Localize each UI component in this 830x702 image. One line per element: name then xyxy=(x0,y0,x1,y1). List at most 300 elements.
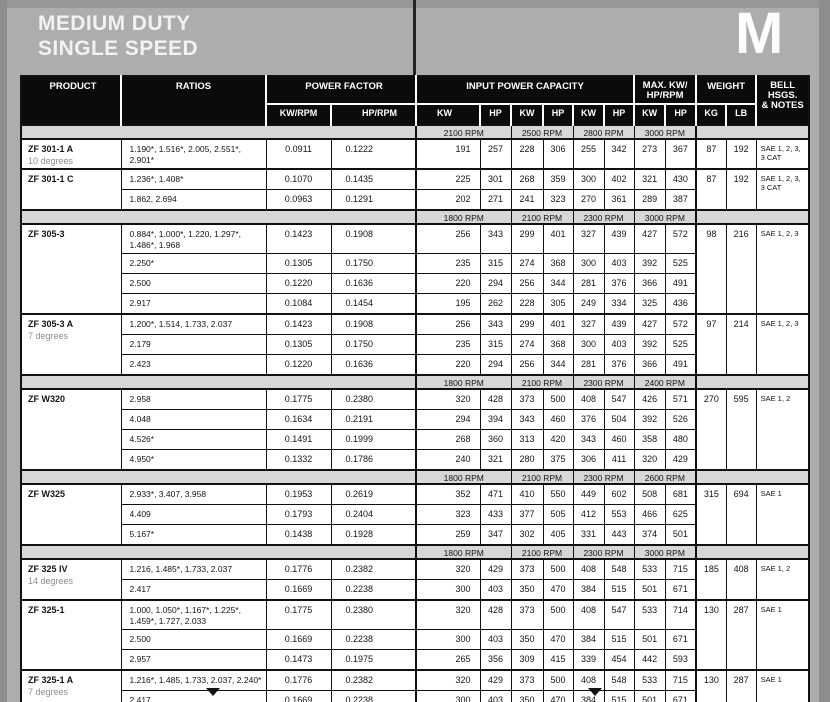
spec-row xyxy=(21,410,809,430)
power-value-cell: 323 xyxy=(543,190,573,211)
power-value-cell: 300 xyxy=(573,254,604,274)
power-value-cell: 480 xyxy=(665,430,696,450)
power-value-cell: 352 xyxy=(416,484,480,505)
power-value-cell: 500 xyxy=(543,600,573,630)
power-value-cell: 347 xyxy=(480,525,511,546)
power-value-cell: 359 xyxy=(543,169,573,190)
bell-header-line1: BELL HSGS. xyxy=(767,80,798,101)
rpm-band-spacer-left xyxy=(21,545,416,559)
kw-rpm-cell: 0.1669 xyxy=(266,580,331,601)
hp-rpm-cell: 0.1222 xyxy=(331,139,416,169)
kw-rpm-cell: 0.0911 xyxy=(266,139,331,169)
power-value-cell: 501 xyxy=(665,525,696,546)
power-value-cell: 344 xyxy=(543,355,573,376)
power-value-cell: 259 xyxy=(416,525,480,546)
spec-row xyxy=(21,254,809,274)
power-value-cell: 460 xyxy=(604,430,634,450)
page-title-line1: MEDIUM DUTY xyxy=(38,12,191,35)
hp-rpm-cell: 0.2238 xyxy=(331,630,416,650)
col-header-weight: WEIGHT xyxy=(696,76,756,104)
weight-kg-cell: 315 xyxy=(696,484,726,545)
power-value-cell: 411 xyxy=(604,450,634,471)
power-value-cell: 320 xyxy=(416,600,480,630)
power-value-cell: 403 xyxy=(480,630,511,650)
spec-row xyxy=(21,389,809,410)
power-value-cell: 320 xyxy=(416,559,480,580)
weight-kg-cell: 87 xyxy=(696,139,726,169)
power-value-cell: 374 xyxy=(634,525,665,546)
power-value-cell: 408 xyxy=(573,670,604,691)
ratios-cell: 2.933*, 3.407, 3.958 xyxy=(121,484,266,505)
ratios-cell: 2.417 xyxy=(121,691,266,702)
product-cell xyxy=(21,169,121,210)
rpm-band-label: 2800 RPM xyxy=(573,125,634,139)
power-value-cell: 327 xyxy=(573,314,604,335)
power-value-cell: 235 xyxy=(416,254,480,274)
power-value-cell: 491 xyxy=(665,274,696,294)
bell-notes-cell: SAE 1, 2, 3 xyxy=(756,314,809,375)
rpm-band-label: 2400 RPM xyxy=(634,375,696,389)
continuation-arrow-right xyxy=(588,688,602,696)
power-value-cell: 429 xyxy=(665,450,696,471)
power-value-cell: 408 xyxy=(573,389,604,410)
power-value-cell: 470 xyxy=(543,630,573,650)
power-value-cell: 257 xyxy=(480,139,511,169)
kw-rpm-cell: 0.1305 xyxy=(266,254,331,274)
kw-rpm-cell: 0.1423 xyxy=(266,224,331,254)
power-value-cell: 228 xyxy=(511,139,543,169)
power-value-cell: 430 xyxy=(665,169,696,190)
power-value-cell: 350 xyxy=(511,580,543,601)
power-value-cell: 300 xyxy=(573,169,604,190)
rpm-band-label: 2100 RPM xyxy=(511,470,573,484)
power-value-cell: 681 xyxy=(665,484,696,505)
power-value-cell: 508 xyxy=(634,484,665,505)
rpm-band-row xyxy=(21,375,809,389)
power-value-cell: 715 xyxy=(665,670,696,691)
subcol-header-kw-4: KW xyxy=(634,104,665,125)
ratios-cell: 1.000, 1.050*, 1.167*, 1.225*, 1.459*, 1.727, 2.033 xyxy=(121,600,266,630)
power-value-cell: 415 xyxy=(543,650,573,671)
continuation-arrow-left xyxy=(206,688,220,696)
ratios-cell: 1.200*, 1.514, 1.733, 2.037 xyxy=(121,314,266,335)
hp-rpm-cell: 0.1908 xyxy=(331,314,416,335)
power-value-cell: 320 xyxy=(416,389,480,410)
ratios-cell: 4.526* xyxy=(121,430,266,450)
power-value-cell: 305 xyxy=(543,294,573,315)
power-value-cell: 343 xyxy=(480,224,511,254)
hp-rpm-cell: 0.2380 xyxy=(331,600,416,630)
power-value-cell: 387 xyxy=(665,190,696,211)
kw-rpm-cell: 0.1423 xyxy=(266,314,331,335)
power-value-cell: 571 xyxy=(665,389,696,410)
spec-row xyxy=(21,274,809,294)
hp-rpm-cell: 0.1454 xyxy=(331,294,416,315)
hp-rpm-cell: 0.1750 xyxy=(331,335,416,355)
product-cell xyxy=(21,314,121,375)
hp-rpm-cell: 0.2382 xyxy=(331,559,416,580)
kw-rpm-cell: 0.1669 xyxy=(266,630,331,650)
ratios-cell: 4.409 xyxy=(121,505,266,525)
bell-notes-cell: SAE 1, 2, 3, 3 CAT xyxy=(756,169,809,210)
power-value-cell: 331 xyxy=(573,525,604,546)
power-value-cell: 427 xyxy=(634,314,665,335)
power-value-cell: 301 xyxy=(480,169,511,190)
kw-rpm-cell: 0.1491 xyxy=(266,430,331,450)
power-value-cell: 412 xyxy=(573,505,604,525)
power-value-cell: 384 xyxy=(573,580,604,601)
kw-rpm-cell: 0.1634 xyxy=(266,410,331,430)
rpm-band-label: 2300 RPM xyxy=(573,210,634,224)
weight-kg-cell: 185 xyxy=(696,559,726,600)
power-value-cell: 344 xyxy=(543,274,573,294)
weight-kg-cell: 87 xyxy=(696,169,726,210)
kw-rpm-cell: 0.1775 xyxy=(266,389,331,410)
page-title xyxy=(38,11,198,61)
power-value-cell: 501 xyxy=(634,580,665,601)
power-value-cell: 671 xyxy=(665,630,696,650)
rpm-band-row xyxy=(21,125,809,139)
power-value-cell: 525 xyxy=(665,335,696,355)
power-value-cell: 327 xyxy=(573,224,604,254)
hp-rpm-cell: 0.1291 xyxy=(331,190,416,211)
col-header-power-factor: POWER FACTOR xyxy=(266,76,416,104)
weight-lb-cell: 694 xyxy=(726,484,756,545)
power-value-cell: 533 xyxy=(634,670,665,691)
power-value-cell: 249 xyxy=(573,294,604,315)
subcol-header-kg: KG xyxy=(696,104,726,125)
subcol-header-kw-2: KW xyxy=(511,104,543,125)
rpm-band-spacer-left xyxy=(21,470,416,484)
max-header-line2: HP/RPM xyxy=(646,90,684,101)
product-cell xyxy=(21,600,121,670)
power-value-cell: 299 xyxy=(511,314,543,335)
power-value-cell: 235 xyxy=(416,335,480,355)
ratios-cell: 2.423 xyxy=(121,355,266,376)
ratios-cell: 1.236*, 1.408* xyxy=(121,169,266,190)
rpm-band-label: 2100 RPM xyxy=(511,545,573,559)
power-value-cell: 439 xyxy=(604,314,634,335)
power-value-cell: 361 xyxy=(604,190,634,211)
weight-lb-cell: 216 xyxy=(726,224,756,314)
subcol-header-kw-3: KW xyxy=(573,104,604,125)
power-value-cell: 500 xyxy=(543,559,573,580)
bell-notes-cell: SAE 1, 2, 3 xyxy=(756,224,809,314)
spec-row xyxy=(21,294,809,315)
rpm-band-spacer-left xyxy=(21,375,416,389)
power-value-cell: 429 xyxy=(480,670,511,691)
power-value-cell: 294 xyxy=(480,355,511,376)
power-value-cell: 454 xyxy=(604,650,634,671)
power-value-cell: 443 xyxy=(604,525,634,546)
weight-kg-cell: 130 xyxy=(696,670,726,702)
col-header-bell-hsgs-notes xyxy=(756,76,809,125)
ratios-cell: 2.957 xyxy=(121,650,266,671)
power-value-cell: 470 xyxy=(543,580,573,601)
weight-lb-cell: 214 xyxy=(726,314,756,375)
bell-notes-cell: SAE 1 xyxy=(756,600,809,670)
subcol-header-hp-4: HP xyxy=(665,104,696,125)
bell-notes-cell: SAE 1, 2, 3, 3 CAT xyxy=(756,139,809,169)
subcol-header-hp-1: HP xyxy=(480,104,511,125)
spec-table xyxy=(20,75,810,702)
power-value-cell: 202 xyxy=(416,190,480,211)
kw-rpm-cell: 0.1220 xyxy=(266,355,331,376)
power-value-cell: 368 xyxy=(543,335,573,355)
spec-row xyxy=(21,691,809,702)
power-value-cell: 323 xyxy=(416,505,480,525)
power-value-cell: 392 xyxy=(634,335,665,355)
product-name: ZF W325 xyxy=(28,489,66,499)
power-value-cell: 270 xyxy=(573,190,604,211)
spec-row xyxy=(21,484,809,505)
power-value-cell: 504 xyxy=(604,410,634,430)
kw-rpm-cell: 0.1220 xyxy=(266,274,331,294)
rpm-band-row xyxy=(21,470,809,484)
subcol-header-hp-rpm: HP/RPM xyxy=(331,104,416,125)
power-value-cell: 220 xyxy=(416,274,480,294)
subcol-header-hp-2: HP xyxy=(543,104,573,125)
kw-rpm-cell: 0.1438 xyxy=(266,525,331,546)
kw-rpm-cell: 0.1070 xyxy=(266,169,331,190)
product-name: ZF 305-3 A xyxy=(28,319,74,329)
max-header-line1: MAX. KW/ xyxy=(642,80,688,91)
power-value-cell: 342 xyxy=(604,139,634,169)
ratios-cell: 2.958 xyxy=(121,389,266,410)
power-value-cell: 671 xyxy=(665,691,696,702)
power-value-cell: 368 xyxy=(543,254,573,274)
product-cell xyxy=(21,484,121,545)
bell-header-line2: & NOTES xyxy=(761,100,804,111)
weight-kg-cell: 270 xyxy=(696,389,726,470)
rpm-band-spacer-left xyxy=(21,125,416,139)
spec-row xyxy=(21,355,809,376)
power-value-cell: 449 xyxy=(573,484,604,505)
power-value-cell: 671 xyxy=(665,580,696,601)
rpm-band-label: 2500 RPM xyxy=(511,125,573,139)
power-value-cell: 439 xyxy=(604,224,634,254)
bell-notes-cell: SAE 1, 2 xyxy=(756,559,809,600)
power-value-cell: 491 xyxy=(665,355,696,376)
power-value-cell: 268 xyxy=(416,430,480,450)
power-value-cell: 384 xyxy=(573,691,604,702)
power-value-cell: 426 xyxy=(634,389,665,410)
rpm-band-label: 3000 RPM xyxy=(634,545,696,559)
power-value-cell: 429 xyxy=(480,559,511,580)
power-value-cell: 299 xyxy=(511,224,543,254)
col-header-max-kw-hp-rpm xyxy=(634,76,696,104)
rpm-band-label: 2100 RPM xyxy=(511,375,573,389)
hp-rpm-cell: 0.2238 xyxy=(331,691,416,702)
power-value-cell: 306 xyxy=(573,450,604,471)
power-value-cell: 553 xyxy=(604,505,634,525)
rpm-band-label: 2300 RPM xyxy=(573,470,634,484)
col-header-product: PRODUCT xyxy=(21,76,121,125)
product-name: ZF 305-3 xyxy=(28,229,65,239)
rpm-band-label: 2300 RPM xyxy=(573,375,634,389)
rpm-band-label: 1800 RPM xyxy=(416,470,511,484)
power-value-cell: 289 xyxy=(634,190,665,211)
power-value-cell: 321 xyxy=(480,450,511,471)
power-value-cell: 394 xyxy=(480,410,511,430)
power-value-cell: 306 xyxy=(543,139,573,169)
col-header-input-power-capacity: INPUT POWER CAPACITY xyxy=(416,76,634,104)
power-value-cell: 320 xyxy=(416,670,480,691)
bell-notes-cell: SAE 1, 2 xyxy=(756,389,809,470)
power-value-cell: 376 xyxy=(604,274,634,294)
power-value-cell: 309 xyxy=(511,650,543,671)
hp-rpm-cell: 0.1636 xyxy=(331,355,416,376)
spec-row xyxy=(21,525,809,546)
product-cell xyxy=(21,224,121,314)
hp-rpm-cell: 0.2382 xyxy=(331,670,416,691)
weight-lb-cell: 287 xyxy=(726,600,756,670)
power-value-cell: 375 xyxy=(543,450,573,471)
hp-rpm-cell: 0.2619 xyxy=(331,484,416,505)
power-value-cell: 228 xyxy=(511,294,543,315)
kw-rpm-cell: 0.1084 xyxy=(266,294,331,315)
ratios-cell: 2.250* xyxy=(121,254,266,274)
rpm-band-label: 1800 RPM xyxy=(416,545,511,559)
power-value-cell: 334 xyxy=(604,294,634,315)
rpm-band-spacer-left xyxy=(21,210,416,224)
rpm-band-label: 3000 RPM xyxy=(634,125,696,139)
power-value-cell: 392 xyxy=(634,254,665,274)
rpm-band-label: 1800 RPM xyxy=(416,210,511,224)
power-value-cell: 294 xyxy=(416,410,480,430)
kw-rpm-cell: 0.0963 xyxy=(266,190,331,211)
rpm-band-row xyxy=(21,210,809,224)
power-value-cell: 428 xyxy=(480,389,511,410)
power-value-cell: 548 xyxy=(604,559,634,580)
hp-rpm-cell: 0.2238 xyxy=(331,580,416,601)
power-value-cell: 315 xyxy=(480,254,511,274)
power-value-cell: 256 xyxy=(416,314,480,335)
bell-notes-cell: SAE 1 xyxy=(756,670,809,702)
power-value-cell: 343 xyxy=(480,314,511,335)
power-value-cell: 392 xyxy=(634,410,665,430)
power-value-cell: 271 xyxy=(480,190,511,211)
product-name: ZF 301-1 A xyxy=(28,144,74,154)
power-value-cell: 195 xyxy=(416,294,480,315)
spec-row xyxy=(21,630,809,650)
power-value-cell: 366 xyxy=(634,274,665,294)
kw-rpm-cell: 0.1953 xyxy=(266,484,331,505)
power-value-cell: 572 xyxy=(665,314,696,335)
ratios-cell: 4.048 xyxy=(121,410,266,430)
power-value-cell: 602 xyxy=(604,484,634,505)
power-value-cell: 191 xyxy=(416,139,480,169)
spec-row xyxy=(21,580,809,601)
spec-row xyxy=(21,314,809,335)
section-letter: M xyxy=(735,1,784,66)
power-value-cell: 376 xyxy=(573,410,604,430)
power-value-cell: 281 xyxy=(573,355,604,376)
power-value-cell: 281 xyxy=(573,274,604,294)
ratios-cell: 4.950* xyxy=(121,450,266,471)
power-value-cell: 515 xyxy=(604,691,634,702)
rpm-band-label: 1800 RPM xyxy=(416,375,511,389)
weight-kg-cell: 98 xyxy=(696,224,726,314)
power-value-cell: 533 xyxy=(634,559,665,580)
rpm-band-label: 2600 RPM xyxy=(634,470,696,484)
rpm-band-spacer-right xyxy=(696,125,809,139)
power-value-cell: 376 xyxy=(604,355,634,376)
power-value-cell: 255 xyxy=(573,139,604,169)
power-value-cell: 593 xyxy=(665,650,696,671)
power-value-cell: 360 xyxy=(480,430,511,450)
product-cell xyxy=(21,559,121,600)
power-value-cell: 500 xyxy=(543,670,573,691)
hp-rpm-cell: 0.2404 xyxy=(331,505,416,525)
rpm-band-spacer-right xyxy=(696,210,809,224)
power-value-cell: 320 xyxy=(634,450,665,471)
power-value-cell: 225 xyxy=(416,169,480,190)
spec-row xyxy=(21,600,809,630)
power-value-cell: 256 xyxy=(511,355,543,376)
ratios-cell: 2.500 xyxy=(121,274,266,294)
ratios-cell: 5.167* xyxy=(121,525,266,546)
weight-lb-cell: 287 xyxy=(726,670,756,702)
weight-lb-cell: 192 xyxy=(726,139,756,169)
product-name: ZF 325-1 A xyxy=(28,675,74,685)
power-value-cell: 256 xyxy=(416,224,480,254)
spec-row xyxy=(21,650,809,671)
product-name: ZF 325-1 xyxy=(28,605,65,615)
power-value-cell: 384 xyxy=(573,630,604,650)
power-value-cell: 428 xyxy=(480,600,511,630)
power-value-cell: 256 xyxy=(511,274,543,294)
ratios-cell: 2.179 xyxy=(121,335,266,355)
power-value-cell: 373 xyxy=(511,600,543,630)
power-value-cell: 300 xyxy=(416,691,480,702)
power-value-cell: 715 xyxy=(665,559,696,580)
power-value-cell: 373 xyxy=(511,670,543,691)
kw-rpm-cell: 0.1793 xyxy=(266,505,331,525)
rpm-band-spacer-right xyxy=(696,375,809,389)
product-angle: 7 degrees xyxy=(28,687,69,697)
product-name: ZF W320 xyxy=(28,394,66,404)
kw-rpm-cell: 0.1775 xyxy=(266,600,331,630)
spec-row xyxy=(21,169,809,190)
hp-rpm-cell: 0.1975 xyxy=(331,650,416,671)
power-value-cell: 220 xyxy=(416,355,480,376)
ratios-cell: 2.500 xyxy=(121,630,266,650)
page-title-line2: SINGLE SPEED xyxy=(38,37,199,60)
power-value-cell: 366 xyxy=(634,355,665,376)
hp-rpm-cell: 0.1999 xyxy=(331,430,416,450)
kw-rpm-cell: 0.1305 xyxy=(266,335,331,355)
power-value-cell: 433 xyxy=(480,505,511,525)
vertical-rule-top xyxy=(413,0,416,75)
kw-rpm-cell: 0.1473 xyxy=(266,650,331,671)
power-value-cell: 274 xyxy=(511,335,543,355)
spec-row xyxy=(21,430,809,450)
kw-rpm-cell: 0.1332 xyxy=(266,450,331,471)
product-name: ZF 301-1 C xyxy=(28,174,74,184)
weight-lb-cell: 408 xyxy=(726,559,756,600)
power-value-cell: 403 xyxy=(480,691,511,702)
rpm-band-label: 2100 RPM xyxy=(511,210,573,224)
weight-kg-cell: 130 xyxy=(696,600,726,670)
power-value-cell: 358 xyxy=(634,430,665,450)
spec-row xyxy=(21,505,809,525)
power-value-cell: 339 xyxy=(573,650,604,671)
product-angle: 7 degrees xyxy=(28,331,69,341)
ratios-cell: 0.884*, 1.000*, 1.220, 1.297*, 1.486*, 1.968 xyxy=(121,224,266,254)
power-value-cell: 367 xyxy=(665,139,696,169)
kw-rpm-cell: 0.1776 xyxy=(266,559,331,580)
